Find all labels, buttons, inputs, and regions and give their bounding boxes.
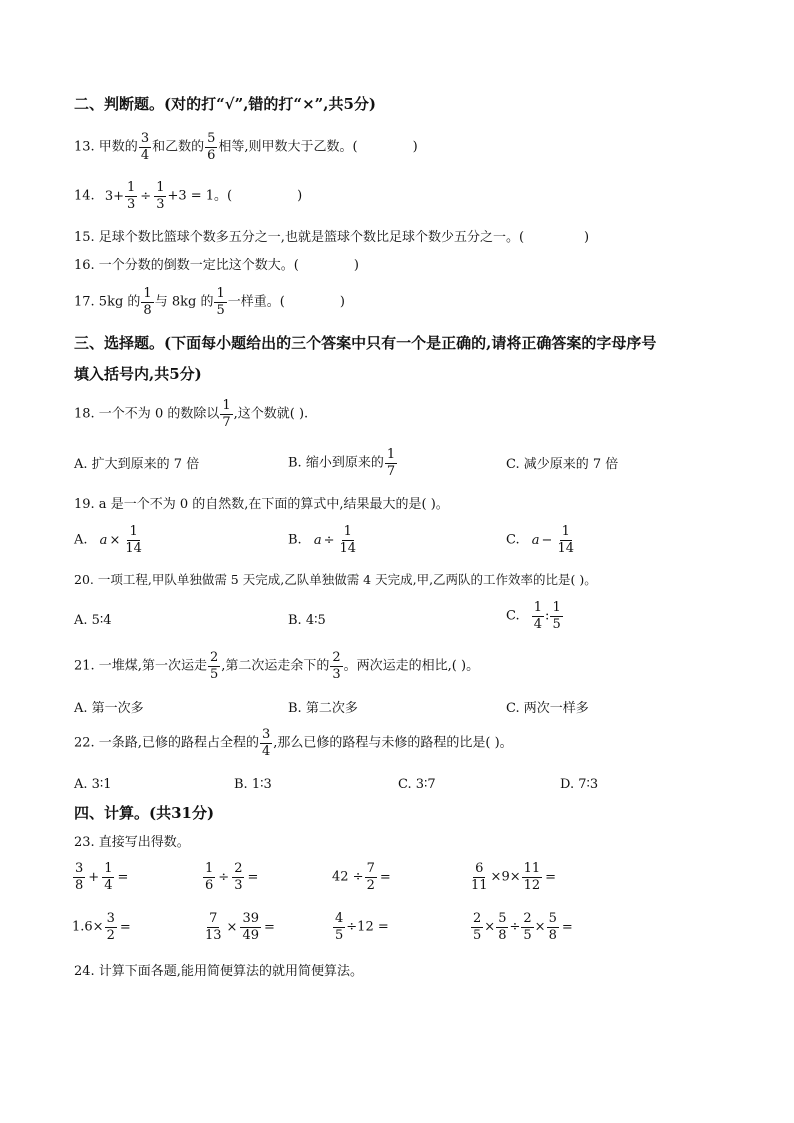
fraction-denominator: 6	[205, 877, 214, 893]
question-15	[74, 231, 589, 244]
q14-fraction-1	[125, 181, 137, 211]
inline-text: )	[339, 294, 345, 310]
calc-r1-e3	[332, 862, 393, 892]
fraction-denominator: 5	[209, 666, 219, 682]
calc-r2-e1	[72, 912, 133, 942]
q17-fraction-1	[141, 287, 153, 317]
inline-text: 17. 5kg 的	[74, 294, 141, 310]
fraction-denominator: 8	[498, 927, 507, 943]
fraction-denominator: 5	[552, 616, 561, 632]
fraction-denominator: 14	[125, 540, 142, 556]
fraction-numerator: 7	[366, 861, 375, 876]
q20-option-c[interactable]	[506, 601, 564, 631]
fraction-denominator: 3	[156, 196, 165, 212]
section-judge-title: 二、判断题。(对的打“√”,错的打“×”,共5分)	[74, 95, 377, 113]
q13-text-a: 13. 甲数的	[74, 139, 138, 155]
fraction-numerator: 1	[386, 447, 396, 462]
fraction-numerator: 3	[140, 131, 150, 146]
inline-text: ×	[534, 919, 546, 935]
fraction-denominator: 8	[75, 877, 84, 893]
inline-text: 18. 一个不为 0 的数除以	[74, 406, 220, 422]
q17-fraction-2	[214, 287, 226, 317]
inline-text: 22. 一条路,已修的路程占全程的	[74, 735, 259, 751]
q19-a-fraction	[123, 525, 144, 555]
fraction-numerator: 1	[143, 286, 152, 301]
fraction-denominator: 3	[234, 877, 243, 893]
fraction-numerator: 3	[261, 727, 271, 742]
inline-text: =	[379, 869, 391, 885]
q22-option-c[interactable]: C. 3∶7	[398, 777, 436, 792]
question-14	[74, 181, 302, 211]
inline-text: 与 8kg 的	[154, 294, 214, 310]
fraction-denominator: 4	[261, 743, 271, 759]
fraction-numerator: 1	[343, 524, 352, 539]
inline-text: ,那么已修的路程与未修的路程的比是( )。	[273, 735, 513, 751]
fraction	[203, 912, 224, 942]
inline-text: ÷	[218, 869, 230, 885]
q19-option-a[interactable]	[74, 525, 145, 555]
fraction-numerator: 5	[498, 911, 507, 926]
inline-text: 15. 足球个数比篮球个数多五分之一,也就是篮球个数比足球个数少五分之一。(	[74, 230, 525, 245]
fraction	[496, 912, 508, 942]
q13-fraction-2	[205, 132, 217, 162]
fraction-numerator: 2	[523, 911, 532, 926]
inline-text: :	[545, 608, 550, 624]
inline-text: 3+	[104, 188, 124, 204]
q18-option-c[interactable]: C. 减少原来的 7 倍	[506, 457, 619, 472]
inline-text: =	[117, 869, 129, 885]
inline-text: ×9×	[490, 869, 521, 885]
inline-text: ×	[109, 532, 121, 548]
calc-r1-e4	[468, 862, 558, 892]
fraction-denominator: 13	[205, 927, 222, 943]
fraction-numerator: 4	[335, 911, 344, 926]
fraction	[102, 862, 114, 892]
q13-text-c: 相等,则甲数大于乙数。(	[218, 139, 358, 155]
fraction-denominator: 14	[557, 540, 574, 556]
fraction-numerator: 1	[205, 861, 214, 876]
fraction-denominator: 2	[106, 927, 115, 943]
fraction-numerator: 1	[561, 524, 570, 539]
fraction	[333, 912, 345, 942]
inline-text: =	[119, 919, 131, 935]
inline-text: 一样重。(	[227, 294, 285, 310]
fraction-numerator: 2	[209, 650, 219, 665]
calc-r2-e4	[470, 912, 575, 942]
calc-r1-e1	[72, 862, 130, 892]
inline-text: 21. 一堆煤,第一次运走	[74, 658, 207, 674]
question-22	[74, 728, 513, 758]
fraction-denominator: 2	[366, 877, 375, 893]
inline-text: ÷	[323, 532, 335, 548]
q14-fraction-2	[154, 181, 166, 211]
fraction-denominator: 4	[140, 147, 150, 163]
question-21	[74, 651, 479, 681]
q22-option-d[interactable]: D. 7∶3	[560, 777, 599, 792]
fraction-numerator: 3	[75, 861, 84, 876]
fraction-denominator: 49	[242, 927, 259, 943]
fraction-numerator: 1	[222, 398, 231, 413]
fraction-numerator: 5	[207, 131, 216, 146]
q21-option-a[interactable]: A. 第一次多	[74, 701, 144, 716]
fraction-denominator: 6	[207, 147, 216, 163]
inline-text: −	[541, 532, 553, 548]
fraction-denominator: 4	[104, 877, 113, 893]
inline-text: a	[99, 532, 108, 548]
fraction-numerator: 2	[234, 861, 243, 876]
fraction	[547, 912, 559, 942]
q18-fraction	[220, 399, 232, 429]
fraction-numerator: 5	[548, 911, 557, 926]
fraction-numerator: 7	[209, 911, 218, 926]
fraction-denominator: 5	[473, 927, 482, 943]
fraction-numerator: 1	[552, 600, 561, 615]
fraction	[232, 862, 244, 892]
inline-text: ÷	[509, 919, 521, 935]
inline-text: ÷	[140, 188, 152, 204]
q20-option-a[interactable]: A. 5∶4	[74, 613, 112, 628]
q18-option-a[interactable]: A. 扩大到原来的 7 倍	[74, 457, 200, 472]
inline-text: )	[412, 139, 418, 155]
fraction-denominator: 7	[386, 463, 396, 479]
question-18	[74, 399, 308, 429]
fraction-denominator: 11	[471, 877, 488, 893]
inline-text: a	[313, 532, 322, 548]
fraction-denominator: 8	[143, 302, 152, 318]
inline-text: C.	[506, 608, 520, 624]
inline-text: =	[545, 869, 557, 885]
fraction	[365, 862, 377, 892]
inline-text: ,这个数就( ).	[233, 406, 309, 422]
fraction	[203, 862, 215, 892]
fraction-denominator: 5	[335, 927, 344, 943]
q13-text-b: 和乙数的	[152, 139, 205, 155]
q20-option-b[interactable]: B. 4∶5	[288, 613, 326, 628]
q19-b-fraction	[338, 525, 359, 555]
fraction-denominator: 5	[523, 927, 532, 943]
question-13	[74, 132, 418, 162]
q18-option-b-fraction	[385, 448, 397, 478]
question-17	[74, 287, 345, 317]
calc-r1-e2	[202, 862, 260, 892]
q22-option-b[interactable]: B. 1∶3	[234, 777, 272, 792]
calc-r2-e2	[202, 912, 277, 942]
inline-text: ,第二次运走余下的	[221, 658, 330, 674]
question-19: 19. a 是一个不为 0 的自然数,在下面的算式中,结果最大的是( )。	[74, 497, 449, 512]
inline-text: 1.6×	[72, 919, 104, 935]
fraction-numerator: 3	[106, 911, 115, 926]
q19-option-b[interactable]	[288, 525, 359, 555]
fraction-denominator: 12	[523, 877, 541, 893]
fraction-numerator: 2	[332, 650, 341, 665]
fraction-denominator: 8	[548, 927, 557, 943]
q19-c-fraction	[555, 525, 576, 555]
fraction	[521, 912, 533, 942]
q22-fraction	[260, 728, 272, 758]
fraction	[471, 912, 483, 942]
inline-text: ×	[226, 919, 238, 935]
question-20: 20. 一项工程,甲队单独做需 5 天完成,乙队单独做需 4 天完成,甲,乙两队的工作效率的比是( )。	[74, 572, 597, 587]
fraction-denominator: 4	[533, 616, 543, 632]
inline-text: )	[297, 188, 303, 204]
fraction-numerator: 11	[523, 861, 541, 876]
fraction-numerator: 2	[473, 911, 482, 926]
section-choice-title-line1: 三、选择题。(下面每小题给出的三个答案中只有一个是正确的,请将正确答案的字母序号	[74, 334, 657, 352]
inline-text: 。两次运走的相比,( )。	[343, 658, 480, 674]
fraction-numerator: 6	[475, 861, 484, 876]
q21-option-b[interactable]: B. 第二次多	[288, 701, 358, 716]
fraction-numerator: 1	[129, 524, 138, 539]
inline-text: B. 缩小到原来的	[288, 455, 384, 471]
fraction-numerator: 39	[242, 911, 259, 926]
question-16	[74, 259, 359, 272]
inline-text: A.	[74, 532, 88, 548]
fraction-denominator: 3	[127, 196, 136, 212]
inline-text: 42 ÷	[332, 869, 364, 885]
fraction-numerator: 1	[216, 286, 225, 301]
calc-r2-e3	[332, 912, 389, 942]
fraction-numerator: 1	[104, 861, 113, 876]
inline-text: )	[353, 258, 359, 273]
fraction-denominator: 7	[222, 414, 231, 430]
inline-text: =	[247, 869, 259, 885]
inline-text: B.	[288, 532, 302, 548]
inline-text: =	[264, 919, 275, 935]
q19-option-c[interactable]	[506, 525, 577, 555]
fraction-denominator: 5	[216, 302, 225, 318]
inline-text: a	[531, 532, 540, 548]
question-23: 23. 直接写出得数。	[74, 835, 190, 850]
inline-text: )	[584, 230, 590, 245]
inline-text: ×	[484, 919, 496, 935]
inline-text: ÷12 =	[346, 919, 389, 935]
fraction-denominator: 3	[332, 666, 341, 682]
q20-c-fraction-2	[550, 601, 562, 631]
inline-text: C.	[506, 532, 520, 548]
fraction	[105, 912, 117, 942]
fraction-denominator: 14	[339, 540, 357, 556]
section-calc-title: 四、计算。(共31分)	[74, 804, 215, 822]
question-24: 24. 计算下面各题,能用简便算法的就用简便算法。	[74, 964, 363, 979]
fraction	[522, 862, 543, 892]
inline-text: 14.	[74, 188, 95, 204]
q13-fraction-1	[139, 132, 151, 162]
q21-fraction-1	[208, 651, 220, 681]
fraction-numerator: 1	[156, 180, 165, 195]
fraction-numerator: 1	[533, 600, 543, 615]
inline-text: +	[88, 869, 100, 885]
q20-c-fraction-1	[532, 601, 544, 631]
fraction	[73, 862, 85, 892]
q21-option-c[interactable]: C. 两次一样多	[506, 701, 589, 716]
fraction	[469, 862, 490, 892]
inline-text: =	[561, 919, 573, 935]
q18-option-b[interactable]	[288, 448, 398, 478]
q21-fraction-2	[330, 651, 342, 681]
inline-text: +3 = 1。(	[167, 188, 233, 204]
inline-text: 16. 一个分数的倒数一定比这个数大。(	[74, 258, 299, 273]
section-choice-title-line2: 填入括号内,共5分)	[74, 365, 202, 383]
q22-option-a[interactable]: A. 3∶1	[74, 777, 112, 792]
fraction	[240, 912, 261, 942]
fraction-numerator: 1	[127, 180, 136, 195]
